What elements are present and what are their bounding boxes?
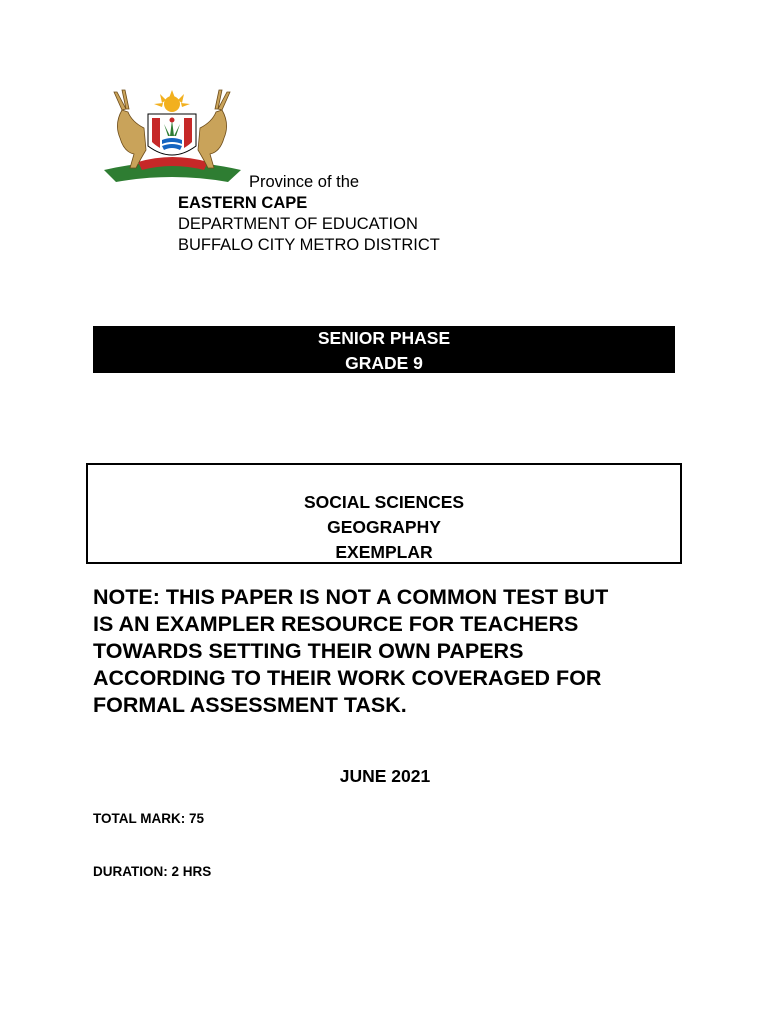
note-line: FORMAL ASSESSMENT TASK. xyxy=(93,693,407,717)
coat-of-arms-icon xyxy=(100,88,245,184)
province-name: EASTERN CAPE xyxy=(178,194,308,212)
department-name: DEPARTMENT OF EDUCATION xyxy=(178,215,418,233)
subject-box xyxy=(86,463,682,564)
province-prefix: Province of the xyxy=(249,173,360,191)
duration: DURATION: 2 HRS xyxy=(93,864,212,879)
note-line: TOWARDS SETTING THEIR OWN PAPERS xyxy=(93,639,524,663)
phase-label: SENIOR PHASE xyxy=(317,328,451,348)
note-line: IS AN EXAMPLER RESOURCE FOR TEACHERS xyxy=(93,612,579,636)
subject-label: SOCIAL SCIENCES xyxy=(303,492,465,512)
department-header xyxy=(178,193,440,256)
phase-grade-banner xyxy=(93,326,675,373)
note-paragraph xyxy=(93,584,693,719)
exam-date: JUNE 2021 xyxy=(339,766,431,786)
paper-type-label: EXEMPLAR xyxy=(335,542,433,562)
district-name: BUFFALO CITY METRO DISTRICT xyxy=(178,236,440,254)
discipline-label: GEOGRAPHY xyxy=(327,517,441,537)
note-line: ACCORDING TO THEIR WORK COVERAGED FOR xyxy=(93,666,602,690)
grade-label: GRADE 9 xyxy=(345,353,423,373)
note-line: NOTE: THIS PAPER IS NOT A COMMON TEST BUT xyxy=(93,585,609,609)
total-mark: TOTAL MARK: 75 xyxy=(93,811,205,826)
